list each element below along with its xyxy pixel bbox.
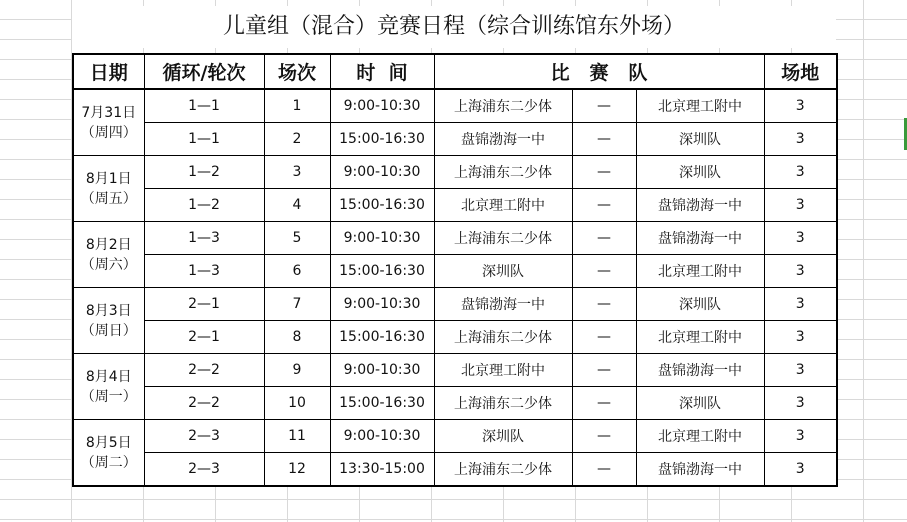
header-time[interactable]: 时 间 [330, 54, 434, 89]
match-no-cell[interactable]: 8 [264, 321, 330, 354]
date-label: 8月1日 [85, 170, 132, 187]
away-team-cell[interactable]: 盘锦渤海一中 [636, 222, 764, 255]
table-row [73, 354, 837, 387]
home-team-cell[interactable]: 上海浦东二少体 [434, 222, 572, 255]
away-team-cell[interactable]: 盘锦渤海一中 [636, 189, 764, 222]
away-team-cell[interactable]: 北京理工附中 [636, 321, 764, 354]
away-team-cell[interactable]: 深圳队 [636, 288, 764, 321]
time-cell[interactable]: 9:00-10:30 [330, 420, 434, 453]
round-cell[interactable]: 1—3 [144, 255, 264, 288]
round-cell[interactable]: 1—2 [144, 156, 264, 189]
home-team-cell[interactable]: 上海浦东二少体 [434, 156, 572, 189]
venue-cell[interactable]: 3 [764, 321, 837, 354]
venue-cell[interactable]: 3 [764, 354, 837, 387]
weekday-label: （周四） [80, 124, 137, 141]
versus-separator-cell[interactable]: — [572, 189, 636, 222]
date-label: 7月31日 [81, 104, 137, 121]
match-no-cell[interactable]: 5 [264, 222, 330, 255]
away-team-cell[interactable]: 深圳队 [636, 123, 764, 156]
table-row [73, 255, 837, 288]
table-row [73, 420, 837, 453]
schedule-body [73, 89, 837, 486]
away-team-cell[interactable]: 北京理工附中 [636, 255, 764, 288]
home-team-cell[interactable]: 深圳队 [434, 255, 572, 288]
weekday-label: （周六） [80, 256, 137, 273]
venue-cell[interactable]: 3 [764, 89, 837, 123]
away-team-cell[interactable]: 深圳队 [636, 156, 764, 189]
away-team-cell[interactable]: 北京理工附中 [636, 89, 764, 123]
table-row [73, 123, 837, 156]
weekday-label: （周一） [80, 388, 137, 405]
table-row [73, 387, 837, 420]
round-cell[interactable]: 1—3 [144, 222, 264, 255]
header-date[interactable]: 日期 [73, 54, 144, 89]
match-no-cell[interactable]: 2 [264, 123, 330, 156]
home-team-cell[interactable]: 上海浦东二少体 [434, 321, 572, 354]
venue-cell[interactable]: 3 [764, 222, 837, 255]
versus-separator-cell[interactable]: — [572, 387, 636, 420]
date-cell[interactable] [73, 420, 144, 487]
away-team-cell[interactable]: 深圳队 [636, 387, 764, 420]
match-no-cell[interactable]: 11 [264, 420, 330, 453]
time-cell[interactable]: 15:00-16:30 [330, 255, 434, 288]
table-row [73, 156, 837, 189]
header-match-no[interactable]: 场次 [264, 54, 330, 89]
table-row [73, 453, 837, 487]
versus-separator-cell[interactable]: — [572, 321, 636, 354]
header-venue[interactable]: 场地 [764, 54, 837, 89]
sheet-title[interactable]: 儿童组（混合）竞赛日程（综合训练馆东外场） [72, 6, 836, 48]
match-no-cell[interactable]: 6 [264, 255, 330, 288]
round-cell[interactable]: 2—1 [144, 321, 264, 354]
match-no-cell[interactable]: 10 [264, 387, 330, 420]
match-no-cell[interactable]: 3 [264, 156, 330, 189]
header-teams[interactable]: 比 赛 队 [434, 54, 764, 89]
versus-separator-cell[interactable]: — [572, 222, 636, 255]
time-cell[interactable]: 15:00-16:30 [330, 189, 434, 222]
versus-separator-cell[interactable]: — [572, 156, 636, 189]
home-team-cell[interactable]: 盘锦渤海一中 [434, 123, 572, 156]
home-team-cell[interactable]: 盘锦渤海一中 [434, 288, 572, 321]
date-cell[interactable] [73, 354, 144, 420]
versus-separator-cell[interactable]: — [572, 255, 636, 288]
round-cell[interactable]: 2—1 [144, 288, 264, 321]
weekday-label: （周五） [80, 190, 137, 207]
round-cell[interactable]: 2—3 [144, 453, 264, 487]
date-label: 8月5日 [85, 434, 132, 451]
table-row [73, 189, 837, 222]
header-row [73, 54, 837, 89]
round-cell[interactable]: 2—2 [144, 387, 264, 420]
match-no-cell[interactable]: 1 [264, 89, 330, 123]
date-label: 8月4日 [85, 368, 132, 385]
time-cell[interactable]: 9:00-10:30 [330, 89, 434, 123]
versus-separator-cell[interactable]: — [572, 354, 636, 387]
venue-cell[interactable]: 3 [764, 288, 837, 321]
home-team-cell[interactable]: 上海浦东二少体 [434, 387, 572, 420]
time-cell[interactable]: 15:00-16:30 [330, 321, 434, 354]
venue-cell[interactable]: 3 [764, 189, 837, 222]
venue-cell[interactable]: 3 [764, 123, 837, 156]
match-no-cell[interactable]: 7 [264, 288, 330, 321]
schedule-table [72, 53, 838, 487]
match-no-cell[interactable]: 4 [264, 189, 330, 222]
date-cell[interactable] [73, 222, 144, 288]
round-cell[interactable]: 2—3 [144, 420, 264, 453]
versus-separator-cell[interactable]: — [572, 453, 636, 487]
versus-separator-cell[interactable]: — [572, 288, 636, 321]
match-no-cell[interactable]: 9 [264, 354, 330, 387]
home-team-cell[interactable]: 北京理工附中 [434, 354, 572, 387]
versus-separator-cell[interactable]: — [572, 420, 636, 453]
table-row [73, 89, 837, 123]
header-round[interactable]: 循环/轮次 [144, 54, 264, 89]
time-cell[interactable]: 9:00-10:30 [330, 156, 434, 189]
versus-separator-cell[interactable]: — [572, 89, 636, 123]
date-cell[interactable] [73, 288, 144, 354]
round-cell[interactable]: 1—1 [144, 89, 264, 123]
time-cell[interactable]: 15:00-16:30 [330, 123, 434, 156]
venue-cell[interactable]: 3 [764, 255, 837, 288]
versus-separator-cell[interactable]: — [572, 123, 636, 156]
weekday-label: （周二） [80, 454, 137, 471]
venue-cell[interactable]: 3 [764, 453, 837, 487]
time-cell[interactable]: 9:00-10:30 [330, 354, 434, 387]
home-team-cell[interactable]: 深圳队 [434, 420, 572, 453]
venue-cell[interactable]: 3 [764, 420, 837, 453]
date-label: 8月3日 [85, 302, 132, 319]
table-row [73, 288, 837, 321]
round-cell[interactable]: 1—1 [144, 123, 264, 156]
home-team-cell[interactable]: 上海浦东二少体 [434, 89, 572, 123]
round-cell[interactable]: 1—2 [144, 189, 264, 222]
home-team-cell[interactable]: 上海浦东二少体 [434, 453, 572, 487]
time-cell[interactable]: 9:00-10:30 [330, 288, 434, 321]
round-cell[interactable]: 2—2 [144, 354, 264, 387]
venue-cell[interactable]: 3 [764, 156, 837, 189]
away-team-cell[interactable]: 北京理工附中 [636, 420, 764, 453]
table-row [73, 222, 837, 255]
venue-cell[interactable]: 3 [764, 387, 837, 420]
away-team-cell[interactable]: 盘锦渤海一中 [636, 354, 764, 387]
date-label: 8月2日 [85, 236, 132, 253]
date-cell[interactable] [73, 89, 144, 156]
time-cell[interactable]: 13:30-15:00 [330, 453, 434, 487]
match-no-cell[interactable]: 12 [264, 453, 330, 487]
date-cell[interactable] [73, 156, 144, 222]
weekday-label: （周日） [80, 322, 137, 339]
away-team-cell[interactable]: 盘锦渤海一中 [636, 453, 764, 487]
time-cell[interactable]: 9:00-10:30 [330, 222, 434, 255]
time-cell[interactable]: 15:00-16:30 [330, 387, 434, 420]
table-row [73, 321, 837, 354]
home-team-cell[interactable]: 北京理工附中 [434, 189, 572, 222]
